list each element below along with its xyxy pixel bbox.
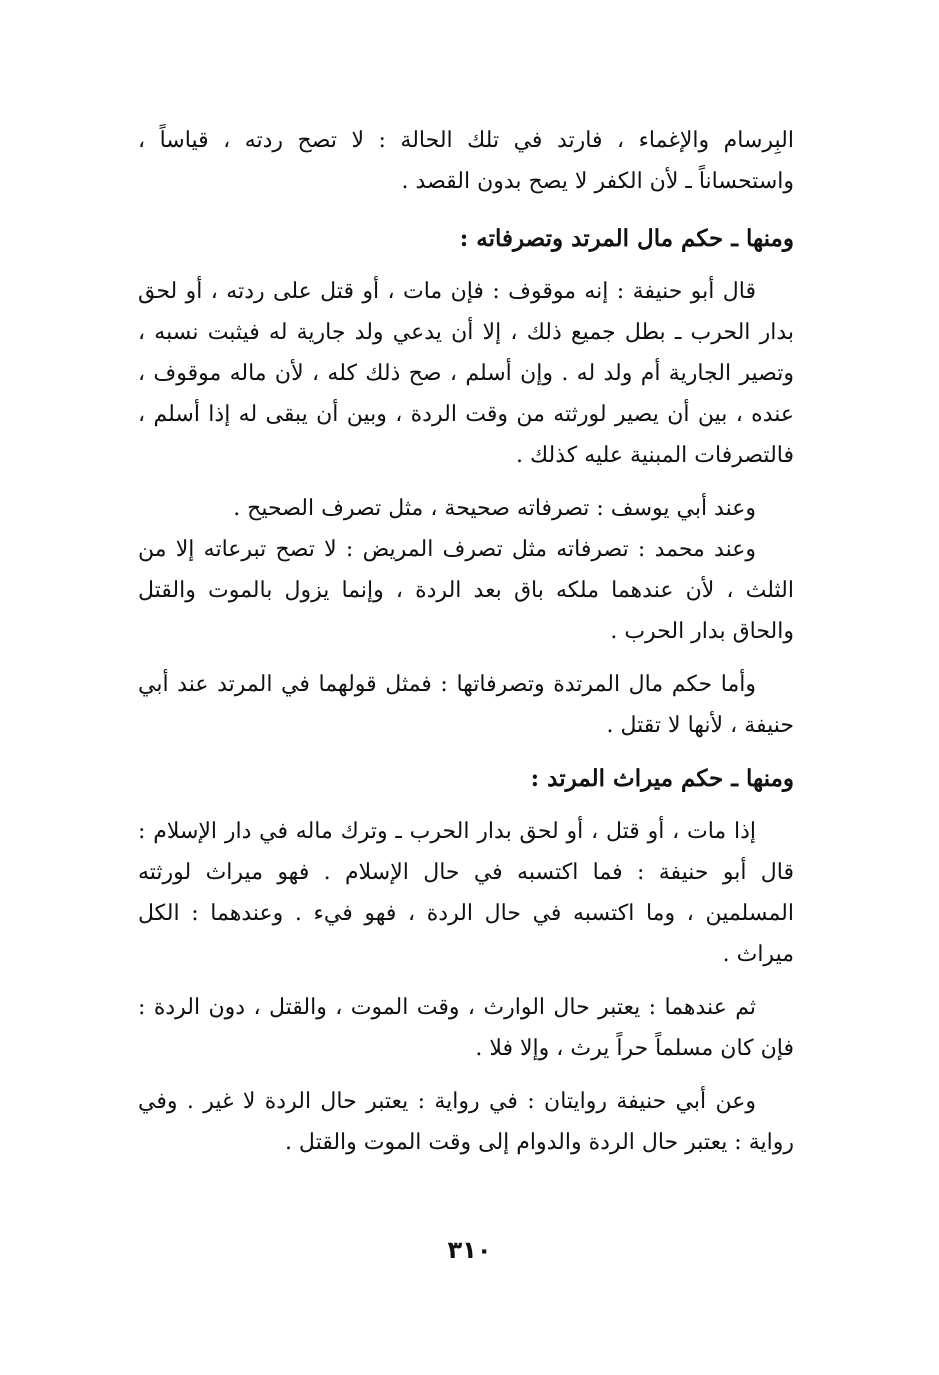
paragraph-continuation: البِرسام والإغماء ، فارتد في تلك الحالة : لا تصح ردته ، قياساً ، واستحساناً ـ لأن الكفر لا يصح بدون القصد . [138, 128, 794, 194]
page-body [138, 120, 794, 1163]
page-number: ٣١٠ [447, 1236, 492, 1264]
paragraph-heir-condition: ثم عندهما : يعتبر حال الوارث ، وقت الموت ، والقتل ، دون الردة : فإن كان مسلماً حراً يرث ، وإلا فلا . [138, 995, 794, 1061]
paragraph-abu-hanifa-view: قال أبو حنيفة : إنه موقوف : فإن مات ، أو قتل على ردته ، أو لحق بدار الحرب ـ بطل جميع ذلك ، إلا أن يدعي ولد جارية له فيثبت نسبه ، وتصير الجارية أم ولد له . وإن أسلم ، صح ذلك كله ، لأن ماله موقوف ، عنده ، بين أن يصير لورثته من وقت الردة ، وبين أن يبقى له إذا أسلم ، فالتصرفات المبنية عليه كذلك . [138, 279, 794, 468]
paragraph-inheritance-rule: إذا مات ، أو قتل ، أو لحق بدار الحرب ـ وترك ماله في دار الإسلام : قال أبو حنيفة : فما اكتسبه في حال الإسلام . فهو ميراث لورثته المسلمين ، وما اكتسبه في حال الردة ، فهو فيء . وعندهما : الكل ميراث . [138, 819, 794, 967]
paragraph-abu-yusuf-view: وعند أبي يوسف : تصرفاته صحيحة ، مثل تصرف الصحيح . [233, 496, 756, 521]
paragraph-female-apostate: وأما حكم مال المرتدة وتصرفاتها : فمثل قولهما في المرتد عند أبي حنيفة ، لأنها لا تقتل . [138, 672, 794, 738]
section-heading-apostate-property: ومنها ـ حكم مال المرتد وتصرفاته : [459, 225, 794, 252]
paragraph-two-narrations: وعن أبي حنيفة روايتان : في رواية : يعتبر حال الردة لا غير . وفي رواية : يعتبر حال الردة والدوام إلى وقت الموت والقتل . [138, 1089, 794, 1155]
section-heading-apostate-inheritance: ومنها ـ حكم ميراث المرتد : [530, 765, 794, 792]
paragraph-muhammad-view: وعند محمد : تصرفاته مثل تصرف المريض : لا تصح تبرعاته إلا من الثلث ، لأن عندهما ملكه باق بعد الردة ، وإنما يزول بالموت والقتل والحاق بدار الحرب . [138, 537, 794, 644]
